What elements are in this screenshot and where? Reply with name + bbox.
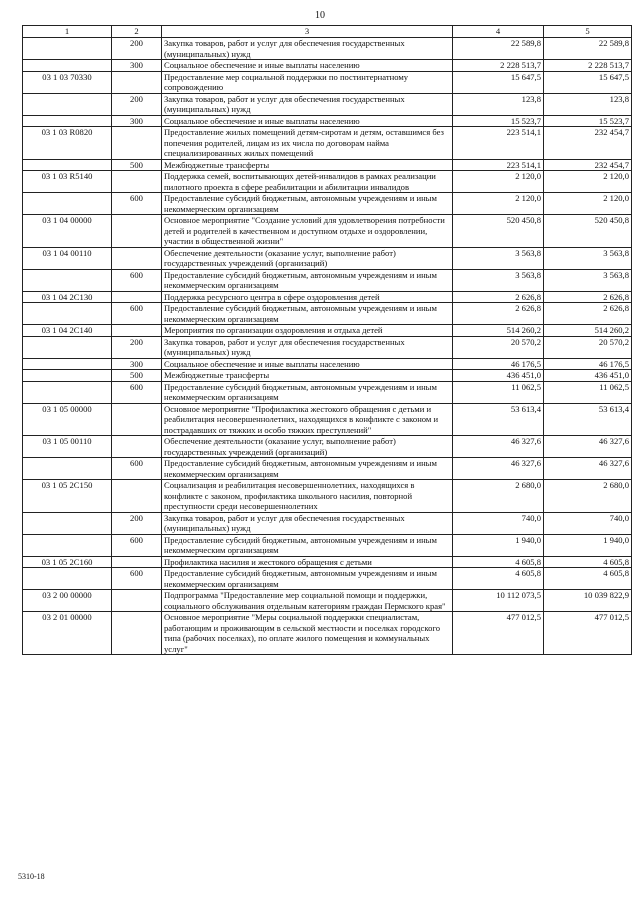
description-cell: Закупка товаров, работ и услуг для обеспечения государственных (муниципальных) нужд bbox=[162, 93, 453, 115]
value-col5-cell: 2 626,8 bbox=[544, 291, 632, 303]
value-col4-cell: 15 523,7 bbox=[453, 115, 544, 127]
value-col4-cell: 2 626,8 bbox=[453, 303, 544, 325]
description-cell: Межбюджетные трансферты bbox=[162, 370, 453, 382]
description-cell: Предоставление жилых помещений детям-сиротам и детям, оставшимся без попечения родителей, лицам из их числа по договорам найма специализированных жилых помещений bbox=[162, 127, 453, 160]
table-row bbox=[23, 193, 632, 215]
value-col5-cell: 2 680,0 bbox=[544, 480, 632, 513]
value-col4-cell: 46 327,6 bbox=[453, 458, 544, 480]
value-col4-cell: 3 563,8 bbox=[453, 247, 544, 269]
table-row bbox=[23, 215, 632, 248]
value-col4-cell: 520 450,8 bbox=[453, 215, 544, 248]
value-col5-cell: 2 626,8 bbox=[544, 303, 632, 325]
value-col4-cell: 10 112 073,5 bbox=[453, 590, 544, 612]
expense-type-cell: 600 bbox=[112, 303, 162, 325]
value-col4-cell: 4 605,8 bbox=[453, 556, 544, 568]
table-row bbox=[23, 38, 632, 60]
value-col4-cell: 223 514,1 bbox=[453, 127, 544, 160]
code-cell: 03 1 04 00110 bbox=[23, 247, 112, 269]
description-cell: Предоставление мер социальной поддержки по постинтернатному сопровождению bbox=[162, 71, 453, 93]
code-cell bbox=[23, 512, 112, 534]
value-col4-cell: 123,8 bbox=[453, 93, 544, 115]
code-cell bbox=[23, 381, 112, 403]
expense-type-cell: 300 bbox=[112, 60, 162, 72]
table-row bbox=[23, 115, 632, 127]
value-col5-cell: 46 327,6 bbox=[544, 458, 632, 480]
value-col4-cell: 1 940,0 bbox=[453, 534, 544, 556]
value-col5-cell: 3 563,8 bbox=[544, 269, 632, 291]
header-col-4: 4 bbox=[453, 26, 544, 38]
value-col4-cell: 436 451,0 bbox=[453, 370, 544, 382]
description-cell: Социальное обеспечение и иные выплаты населению bbox=[162, 115, 453, 127]
value-col4-cell: 20 570,2 bbox=[453, 336, 544, 358]
expense-type-cell: 600 bbox=[112, 381, 162, 403]
table-row bbox=[23, 71, 632, 93]
code-cell bbox=[23, 115, 112, 127]
table-row bbox=[23, 325, 632, 337]
code-cell: 03 1 03 R5140 bbox=[23, 171, 112, 193]
table-row bbox=[23, 381, 632, 403]
code-cell bbox=[23, 60, 112, 72]
expense-type-cell bbox=[112, 171, 162, 193]
code-cell: 03 1 04 2С140 bbox=[23, 325, 112, 337]
code-cell bbox=[23, 303, 112, 325]
description-cell: Предоставление субсидий бюджетным, автономным учреждениям и иным некоммерческим организациям bbox=[162, 303, 453, 325]
code-cell bbox=[23, 269, 112, 291]
code-cell: 03 1 04 00000 bbox=[23, 215, 112, 248]
description-cell: Обеспечение деятельности (оказание услуг, выполнение работ) государственных учреждений (организаций) bbox=[162, 247, 453, 269]
description-cell: Обеспечение деятельности (оказание услуг, выполнение работ) государственных учреждений (организаций) bbox=[162, 436, 453, 458]
code-cell: 03 1 03 70330 bbox=[23, 71, 112, 93]
code-cell bbox=[23, 370, 112, 382]
description-cell: Предоставление субсидий бюджетным, автономным учреждениям и иным некоммерческим организациям bbox=[162, 269, 453, 291]
value-col5-cell: 15 523,7 bbox=[544, 115, 632, 127]
description-cell: Предоставление субсидий бюджетным, автономным учреждениям и иным некоммерческим организациям bbox=[162, 568, 453, 590]
value-col5-cell: 520 450,8 bbox=[544, 215, 632, 248]
expense-type-cell bbox=[112, 291, 162, 303]
description-cell: Основное мероприятие "Профилактика жестокого обращения с детьми и реабилитация несовершеннолетних, находящихся в конфликте с законом и пострадавших от тяжких и особо тяжких преступлений" bbox=[162, 403, 453, 436]
code-cell: 03 2 01 00000 bbox=[23, 612, 112, 655]
description-cell: Основное мероприятие "Создание условий для удовлетворения потребности детей и родителей в качественном и доступном отдыхе и оздоровлении, участии в общественной жизни" bbox=[162, 215, 453, 248]
code-cell: 03 1 05 2С160 bbox=[23, 556, 112, 568]
expense-type-cell: 200 bbox=[112, 93, 162, 115]
page-number: 10 bbox=[315, 10, 325, 21]
table-row bbox=[23, 159, 632, 171]
table-row bbox=[23, 480, 632, 513]
header-col-1: 1 bbox=[23, 26, 112, 38]
value-col4-cell: 22 589,8 bbox=[453, 38, 544, 60]
expense-type-cell: 200 bbox=[112, 512, 162, 534]
expense-type-cell: 200 bbox=[112, 38, 162, 60]
value-col5-cell: 740,0 bbox=[544, 512, 632, 534]
table-row bbox=[23, 590, 632, 612]
table-row bbox=[23, 612, 632, 655]
expense-type-cell: 200 bbox=[112, 336, 162, 358]
table-row bbox=[23, 358, 632, 370]
value-col4-cell: 3 563,8 bbox=[453, 269, 544, 291]
value-col4-cell: 223 514,1 bbox=[453, 159, 544, 171]
value-col5-cell: 1 940,0 bbox=[544, 534, 632, 556]
value-col4-cell: 2 626,8 bbox=[453, 291, 544, 303]
value-col4-cell: 11 062,5 bbox=[453, 381, 544, 403]
value-col4-cell: 15 647,5 bbox=[453, 71, 544, 93]
code-cell: 03 2 00 00000 bbox=[23, 590, 112, 612]
description-cell: Профилактика насилия и жестокого обращения с детьми bbox=[162, 556, 453, 568]
expense-type-cell bbox=[112, 127, 162, 160]
expense-type-cell: 500 bbox=[112, 159, 162, 171]
value-col4-cell: 2 680,0 bbox=[453, 480, 544, 513]
description-cell: Социализация и реабилитация несовершеннолетних, находящихся в конфликте с законом, профилактика школьного насилия, повторной преступности среди несовершеннолетних bbox=[162, 480, 453, 513]
description-cell: Предоставление субсидий бюджетным, автономным учреждениям и иным некоммерческим организациям bbox=[162, 193, 453, 215]
description-cell: Подпрограмма "Предоставление мер социальной помощи и поддержки, социального обслуживания отдельным категориям граждан Пермского края" bbox=[162, 590, 453, 612]
value-col5-cell: 232 454,7 bbox=[544, 159, 632, 171]
table-row bbox=[23, 436, 632, 458]
expense-type-cell: 600 bbox=[112, 534, 162, 556]
description-cell: Межбюджетные трансферты bbox=[162, 159, 453, 171]
value-col5-cell: 3 563,8 bbox=[544, 247, 632, 269]
description-cell: Социальное обеспечение и иные выплаты населению bbox=[162, 60, 453, 72]
table-row bbox=[23, 458, 632, 480]
value-col5-cell: 22 589,8 bbox=[544, 38, 632, 60]
code-cell bbox=[23, 93, 112, 115]
code-cell bbox=[23, 568, 112, 590]
expense-type-cell bbox=[112, 247, 162, 269]
value-col5-cell: 2 228 513,7 bbox=[544, 60, 632, 72]
table-row bbox=[23, 269, 632, 291]
expense-type-cell bbox=[112, 436, 162, 458]
value-col4-cell: 2 120,0 bbox=[453, 193, 544, 215]
expense-type-cell bbox=[112, 215, 162, 248]
value-col5-cell: 2 120,0 bbox=[544, 193, 632, 215]
value-col5-cell: 15 647,5 bbox=[544, 71, 632, 93]
expense-type-cell bbox=[112, 480, 162, 513]
code-cell bbox=[23, 336, 112, 358]
value-col4-cell: 477 012,5 bbox=[453, 612, 544, 655]
value-col5-cell: 11 062,5 bbox=[544, 381, 632, 403]
code-cell: 03 1 05 00000 bbox=[23, 403, 112, 436]
code-cell: 03 1 05 00110 bbox=[23, 436, 112, 458]
value-col4-cell: 2 120,0 bbox=[453, 171, 544, 193]
value-col5-cell: 2 120,0 bbox=[544, 171, 632, 193]
table-row bbox=[23, 556, 632, 568]
document-code: 5310-18 bbox=[18, 872, 45, 881]
value-col4-cell: 740,0 bbox=[453, 512, 544, 534]
expense-type-cell bbox=[112, 71, 162, 93]
table-row bbox=[23, 93, 632, 115]
budget-table bbox=[22, 25, 632, 655]
table-row bbox=[23, 370, 632, 382]
description-cell: Основное мероприятие "Меры социальной поддержки специалистам, работающим и проживающим в сельской местности и поселках городского типа (рабочих поселках), по оплате жилого помещения и коммунальных услуг" bbox=[162, 612, 453, 655]
code-cell bbox=[23, 159, 112, 171]
description-cell: Мероприятия по организации оздоровления и отдыха детей bbox=[162, 325, 453, 337]
value-col4-cell: 53 613,4 bbox=[453, 403, 544, 436]
value-col4-cell: 514 260,2 bbox=[453, 325, 544, 337]
value-col5-cell: 436 451,0 bbox=[544, 370, 632, 382]
table-row bbox=[23, 403, 632, 436]
value-col4-cell: 46 327,6 bbox=[453, 436, 544, 458]
code-cell: 03 1 03 R0820 bbox=[23, 127, 112, 160]
description-cell: Закупка товаров, работ и услуг для обеспечения государственных (муниципальных) нужд bbox=[162, 336, 453, 358]
description-cell: Предоставление субсидий бюджетным, автономным учреждениям и иным некоммерческим организациям bbox=[162, 534, 453, 556]
table-row bbox=[23, 512, 632, 534]
code-cell bbox=[23, 193, 112, 215]
value-col5-cell: 4 605,8 bbox=[544, 568, 632, 590]
description-cell: Поддержка ресурсного центра в сфере оздоровления детей bbox=[162, 291, 453, 303]
expense-type-cell: 600 bbox=[112, 193, 162, 215]
header-col-3: 3 bbox=[162, 26, 453, 38]
expense-type-cell: 500 bbox=[112, 370, 162, 382]
value-col5-cell: 46 176,5 bbox=[544, 358, 632, 370]
table-row bbox=[23, 291, 632, 303]
table-row bbox=[23, 336, 632, 358]
expense-type-cell: 300 bbox=[112, 358, 162, 370]
table-row bbox=[23, 247, 632, 269]
value-col5-cell: 232 454,7 bbox=[544, 127, 632, 160]
description-cell: Предоставление субсидий бюджетным, автономным учреждениям и иным некоммерческим организациям bbox=[162, 381, 453, 403]
table-row bbox=[23, 534, 632, 556]
table-row bbox=[23, 60, 632, 72]
header-col-2: 2 bbox=[112, 26, 162, 38]
expense-type-cell bbox=[112, 403, 162, 436]
description-cell: Социальное обеспечение и иные выплаты населению bbox=[162, 358, 453, 370]
expense-type-cell: 600 bbox=[112, 458, 162, 480]
value-col5-cell: 123,8 bbox=[544, 93, 632, 115]
value-col5-cell: 20 570,2 bbox=[544, 336, 632, 358]
expense-type-cell bbox=[112, 325, 162, 337]
value-col5-cell: 477 012,5 bbox=[544, 612, 632, 655]
code-cell: 03 1 05 2С150 bbox=[23, 480, 112, 513]
description-cell: Закупка товаров, работ и услуг для обеспечения государственных (муниципальных) нужд bbox=[162, 38, 453, 60]
code-cell bbox=[23, 358, 112, 370]
code-cell bbox=[23, 458, 112, 480]
value-col4-cell: 4 605,8 bbox=[453, 568, 544, 590]
description-cell: Закупка товаров, работ и услуг для обеспечения государственных (муниципальных) нужд bbox=[162, 512, 453, 534]
value-col4-cell: 46 176,5 bbox=[453, 358, 544, 370]
expense-type-cell bbox=[112, 612, 162, 655]
value-col5-cell: 46 327,6 bbox=[544, 436, 632, 458]
expense-type-cell bbox=[112, 590, 162, 612]
table-row bbox=[23, 568, 632, 590]
description-cell: Поддержка семей, воспитывающих детей-инвалидов в рамках реализации пилотного проекта в сфере реабилитации и абилитации инвалидов bbox=[162, 171, 453, 193]
value-col4-cell: 2 228 513,7 bbox=[453, 60, 544, 72]
table-row bbox=[23, 127, 632, 160]
table-row bbox=[23, 171, 632, 193]
expense-type-cell bbox=[112, 556, 162, 568]
value-col5-cell: 4 605,8 bbox=[544, 556, 632, 568]
header-col-5: 5 bbox=[544, 26, 632, 38]
value-col5-cell: 10 039 822,9 bbox=[544, 590, 632, 612]
code-cell bbox=[23, 38, 112, 60]
expense-type-cell: 600 bbox=[112, 568, 162, 590]
code-cell bbox=[23, 534, 112, 556]
expense-type-cell: 300 bbox=[112, 115, 162, 127]
code-cell: 03 1 04 2С130 bbox=[23, 291, 112, 303]
table-row bbox=[23, 303, 632, 325]
description-cell: Предоставление субсидий бюджетным, автономным учреждениям и иным некоммерческим организациям bbox=[162, 458, 453, 480]
table-header-row bbox=[23, 26, 632, 38]
value-col5-cell: 514 260,2 bbox=[544, 325, 632, 337]
expense-type-cell: 600 bbox=[112, 269, 162, 291]
value-col5-cell: 53 613,4 bbox=[544, 403, 632, 436]
